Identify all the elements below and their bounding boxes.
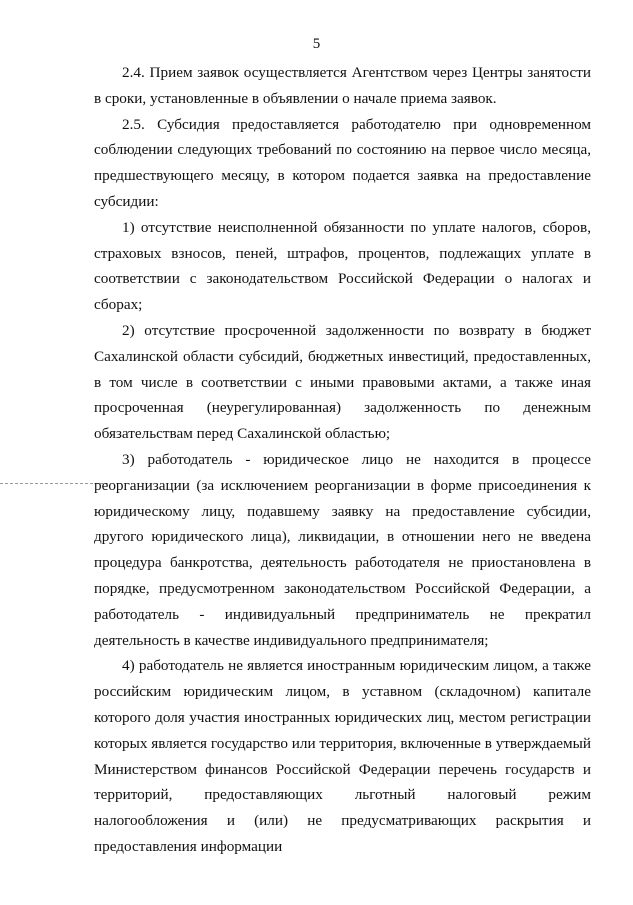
document-body — [94, 60, 591, 860]
requirement-3: 3) работодатель - юридическое лицо не находится в процессе реорганизации (за исключением реорганизации в форме присоединения к юридическому лицу, подавшему заявку на предоставление субсидии, другого юридического лица), ликвидации, в отношении него не введена процедура банкротства, деятельность работодателя не приостановлена в порядке, предусмотренном законодательством Российской Федерации, а работодатель - индивидуальный предприниматель не прекратил деятельность в качестве индивидуального предпринимателя; — [94, 450, 591, 649]
scan-artifact-line — [0, 483, 108, 484]
requirement-4: 4) работодатель не является иностранным юридическим лицом, а также российским юридическим лицом, в уставном (складочном) капитале которого доля участия иностранных юридических лиц, местом регистрации которых является государство или территория, включенные в утверждаемый Министерством финансов Российской Федерации перечень государств и территорий, предоставляющих льготный налоговый режим налогообложения и (или) не предусматривающих раскрытия и предоставления информации — [94, 657, 591, 855]
paragraph-2-5: 2.5. Субсидия предоставляется работодателю при одновременном соблюдении следующих требований по состоянию на первое число месяца, предшествующего месяцу, в котором подается заявка на предоставление субсидии: — [94, 115, 591, 210]
page-number: 5 — [312, 36, 321, 52]
requirement-2: 2) отсутствие просроченной задолженности по возврату в бюджет Сахалинской области субсидий, бюджетных инвестиций, предоставленных, в том числе в соответствии с иными правовыми актами, а также иная просроченная (неурегулированная) задолженность по денежным обязательствам перед Сахалинской областью; — [94, 321, 591, 443]
paragraph-2-4: 2.4. Прием заявок осуществляется Агентством через Центры занятости в сроки, установленные в объявлении о начале приема заявок. — [94, 64, 591, 107]
requirement-1: 1) отсутствие неисполненной обязанности по уплате налогов, сборов, страховых взносов, пеней, штрафов, процентов, подлежащих уплате в соответствии с законодательством Российской Федерации о налогах и сборах; — [94, 218, 591, 314]
